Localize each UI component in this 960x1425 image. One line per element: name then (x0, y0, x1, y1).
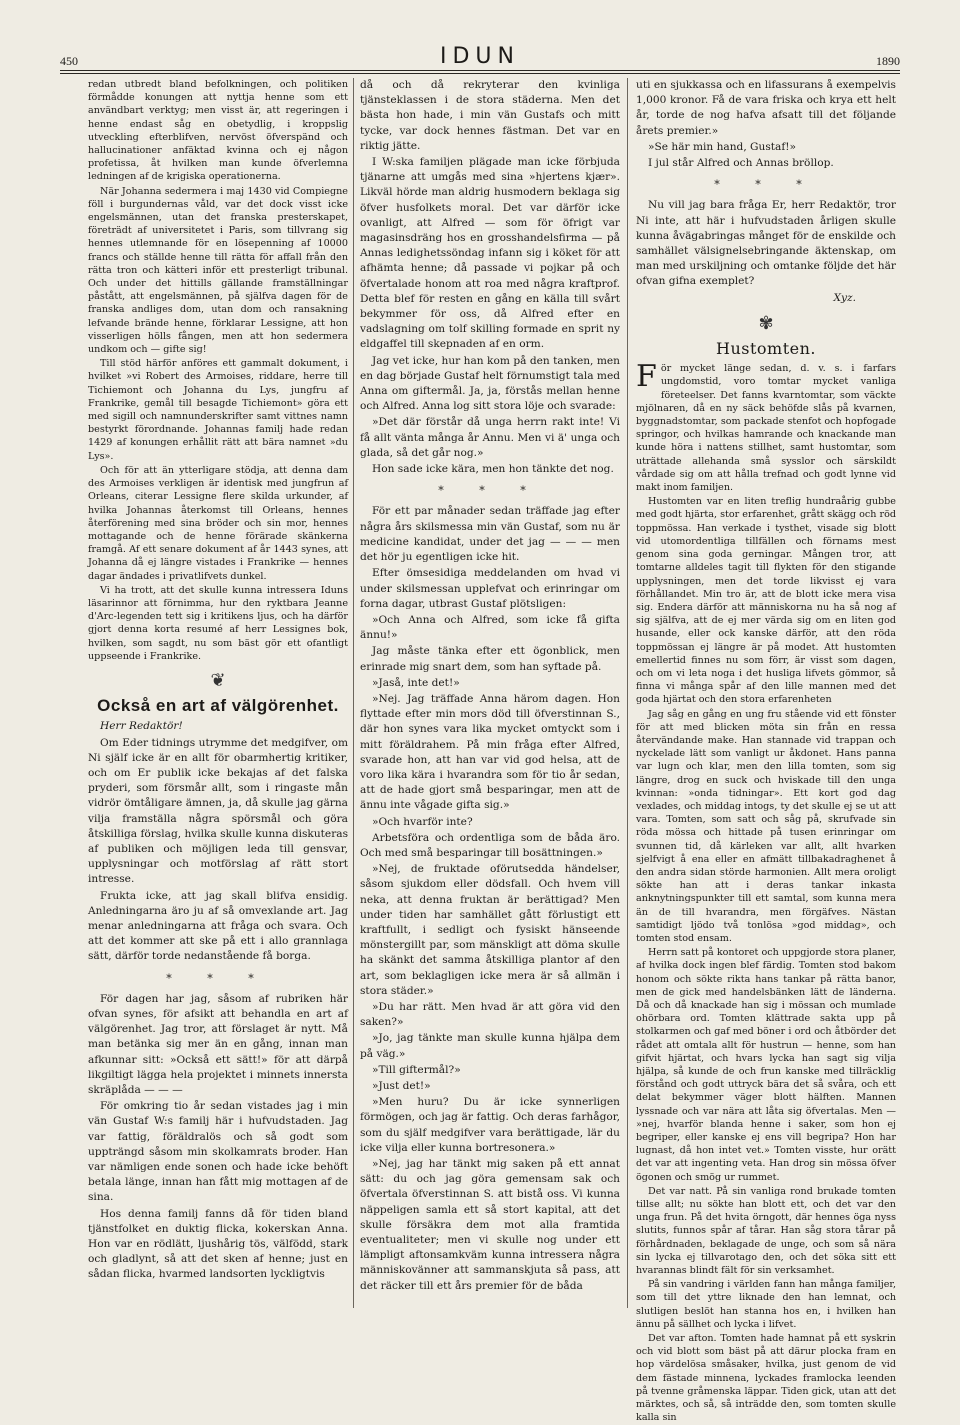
paragraph: »Och hvarför inte? (372, 815, 473, 828)
drop-cap: F (636, 359, 657, 395)
paragraph: »Just det!» (372, 1080, 431, 1092)
column-divider-1 (353, 78, 354, 1308)
paragraph: För dagen har jag, såsom af rubriken här ofvan synes, för afsikt att behandla en art af välgörenhet. Jag tror, att förslaget är nytt. Må man betänka sig mer än en gång, innan man afkunnar sitt: »Också ett sätt!» för att därpå likgiltigt lägga hela projektet i minnets innersta skräplåda — — — (88, 992, 348, 1097)
article-title: Hustomten. (716, 339, 816, 359)
paragraph: För omkring tio år sedan vistades jag i min vän Gustaf W:s familj här i hufvudstaden. Jag var fattig, föräldralös och så godt som uppträngd såsom min skolkamrats broder. Han var nämligen ende sonen och hade icke behöft betala länge, innan han fått mig mottagen af de sina. (88, 1100, 348, 1204)
paragraph: »Se här min hand, Gustaf!» (648, 140, 797, 153)
paragraph: »Jo, jag tänkte man skulle kunna hjälpa dem på väg.» (360, 1032, 620, 1060)
page-header (60, 40, 900, 74)
paragraph: »Du har rätt. Men hvad är att göra vid den saken?» (360, 1000, 620, 1029)
paragraph: I jul står Alfred och Annas bröllop. (648, 157, 834, 170)
header-rule-top (60, 70, 900, 71)
salutation: Herr Redaktör! (100, 720, 183, 733)
paragraph: Hustomten var en liten treflig hundraårig gubbe med godt hjärta, stor erfarenhet, grått skägg och röd toppmössa. Han verkade i tysthet, visade sig blott vid utomordentliga tillfällen och förnams mest genom sina goda gerningar. Mången tror, att tomtarne alldeles tagit till flykten för den stigande upplysningen, men det torde likvisst ej vara förhållandet. Min tro är, att de blott icke mera visa sig. Endera därför att människorna nu ha så nog af sig själfva, att de ej mer värda sig om en liten god husande, eller ock kanske därför, att den röda toppmössan ej längre är på modet. Att hustomten emellertid finnes nu som förr, är visst som dagen, och om vi leta noga i det husliga lifvets gömmor, så finna vi många spår af den lille mannen med det goda hjärtat och den stora erfarenheten (636, 496, 896, 706)
paragraph: Hos denna familj fanns då för tiden bland tjänstfolket en duktig flicka, kokerskan Anna. Hon var en rödlätt, ljushårig tös, välfödd, stark och gladlynt, så att det sken af henne; just en sådan flicka, hvarmed landsorten lyckligtvis (88, 1207, 348, 1281)
section-stars: * * * (438, 484, 542, 498)
paragraph-text: ör mycket länge sedan, d. v. s. i farfars ungdomstid, voro tomtar mycket vanliga företeelser. Det fanns kvarntomtar, som väckte mjölnaren, då en ny säck behöfde slås på kvarnen, byggnadstomtar, som packade stenfot och hopfogade springor, och hvilkas hamrande och knackande man kunde höra i nattens stillhet, samt hustomtar, som uträttade allehanda små sysslor och särskildt vårdade sig om att hålla trefnad och godt lynne vid makt inom familjen. (636, 363, 896, 494)
ornament-icon: ❦ (210, 669, 226, 691)
paragraph: »Det där förstår då unga herrn rakt inte! Vi få allt vänta många år Annu. Men vi ä' unga och glada, så det går nog.» (360, 416, 620, 459)
paragraph: Om Eder tidnings utrymme det medgifver, om Ni själf icke är en allt för obarmhertig kritiker, och om Er publik icke bekajas af det falska pryderi, som försmår allt, som i ringaste mån vidrör ömtåligare ämnen, ja, då skulle jag gärna vilja framställa några spörsmål och göra åtskilliga förslag, hvilka skulle kunna diskuteras af publiken och möjligen leda till gensvar, upplysningar och motförslag af rätt stort intresse. (88, 736, 349, 886)
paragraph: I W:ska familjen plägade man icke förbjuda tjänarne att umgås med sina »hjertens kjær». Likväl hörde man aldrig husmodern beklaga sig öfver husfolkets moral. Det var därför icke ovanligt, att Alfred — som för öfrigt var magasinsdräng hos en grosshandelsfirma — på Annas ledighetssöndag infann sig i köket för att afhämta henne; då passade vi pojkar på och öfvertalade honom att roa med några kraftprof. Detta blef för resten en gång en källa till svårt bekymmer för oss, då Alfred efter en vadslagning om tolf skilling formade en sprit ny eldgaffel till skepnaden af en orm. (360, 156, 620, 351)
paragraph: Hon sade icke kära, men hon tänkte det nog. (372, 463, 614, 476)
paragraph: redan utbredt bland befolkningen, och politiken förmådde konungen att nyttja henne som ett användbart verktyg; men visst är, att regeringen i henne endast såg en obetydlig, i kroppslig utveckling efterblifven, nervöst öfverspänd och hallucinationer anfäktad kvinna och ej någon profetissa, åt hvilken man kunde öfverlemna ledningen af de krigiska operationerna. (88, 79, 348, 183)
paragraph: Jag vet icke, hur han kom på den tanken, men en dag började Gustaf helt förnumstigt tala med Anna om giftermål. Ja, ja, förstås mellan henne och Alfred. Anna log sitt stora löje och svarade: (360, 354, 620, 413)
paragraph: Efter ömsesidiga meddelanden om hvad vi under skilsmessan upplefvat och erinringar om forna dagar, utbrast Gustaf plötsligen: (360, 567, 620, 610)
paragraph: Det var natt. På sin vanliga rond brukade tomten tillse allt; nu sökte han blott ett, och det var den unga frun. På det hvita örngott, där hennes öga nyss slutits, funnos spår af tårar. Han såg stora tårar på förhårdnaden, beklagade de unge, och som så nära sin lycka ej tillvarotago den, och det söka sitt ett hvarannas blindt fält för sin verksamhet. (636, 1185, 896, 1277)
signature: Xyz. (833, 291, 856, 304)
column-3 (636, 78, 896, 1424)
paragraph: »Jaså, inte det!» (372, 676, 460, 689)
paragraph: »Till giftermål?» (372, 1063, 461, 1076)
paragraph: »Men huru? Du är icke synnerligen förmögen, och jag är fattig. Och deras farhågor, som du själf medgifver vara berättigade, lär du icke vilja eller kunna bortresonera.» (360, 1096, 620, 1154)
paragraph: uti en sjukkassa och en lifassurans å exempelvis 1,000 kronor. Få de vara friska och krya ett helt år, torde de nog hafva afsatt till det följande årets premier.» (636, 79, 896, 137)
column-divider-2 (627, 78, 628, 1308)
paragraph: Till stöd härför anföres ett gammalt dokument, i hvilket »vi Robert des Armoises, riddare, herre till Tichiemont och Johanna du Lys, jungfru af Frankrike, gemål till besagde Tichiemont» göra ett med sigill och namnunderskrifter samt vittnes namn bestyrkt förordnande. Johannas familj hade redan 1429 af konungen erhållit rätt att bära namnet »du Lys». (88, 358, 348, 462)
paragraph: »Nej, de fruktade oförutsedda händelser, såsom sjukdom eller dödsfall. Och hvem vill neka, att denna fruktan är berättigad? Men under tiden har samhället gått förlustigt ett kraftfullt, i sedligt och fysiskt hänseende mönstergillt par, som mänskligt att döma skulle ha skänkt det samma åtskilliga plantor af den art, som beklagligen icke mera är så allmän i stora städer.» (360, 863, 620, 997)
paragraph: »Och Anna och Alfred, som icke få gifta ännu!» (360, 613, 620, 642)
column-1 (88, 78, 348, 1310)
paragraph: När Johanna sedermera i maj 1430 vid Compiegne föll i burgundernas våld, var det dock visst icke engelsmännen, utan det franska presterskapet, företrädt af universitetet i Paris, som tillvrang sig hennes utlemnande för en lösepenning af 10000 francs och ställde henne till rätta för affall från den rätta tron och kätteri inför ett presterligt tribunal. Och under det hittills gällande framställningar påstått, att engelsmännen, på själfva dagen för de franska andliges dom, utan dom och ransakning lefvande brände henne, förklarar Lessigne, att hon visserligen hölls fången, men att hon sedermera undkom och — gifte sig! (88, 185, 348, 356)
paragraph: På sin vandring i världen fann han många familjer, som till det yttre liknade den han lemnat, och slutligen beslöt han stanna hos en, i hvilken han ännu på sällhet och lycka i lifvet. (636, 1279, 896, 1330)
paragraph-first (636, 359, 896, 494)
section-stars: * * * (166, 971, 270, 985)
ornament-icon: ✾ (758, 312, 774, 334)
page-year: 1890 (876, 54, 900, 68)
paragraph: Jag såg en gång en ung fru stående vid ett fönster för att med blicken möta sin från en ressa återvändande make. Han stannade vid trappan och nyckelade lätt som vanligt ur åkdonet. Hans panna var lugn och klar, men den lilla tomten, som sig längre, drog en suck och hviskade till den unga kvinnan: »onda tidningar». Ett kort god dag vexlades, och middag intogs, ty det skulle ej se ut att vara. Tomten, som satt och såg på, skrufvade sin röda mössa och hittade på tusen erinringar om svunnen tid, då kärleken var allt, allt hvarken sjelfvigt å ena eller en afmätt tillbakadraghenet å den andra sidan störde harmonien. Allt mera oroligt sökte han att i deras tankar inkasta anknytningspunkter till ett samtal, som kunna mera än de till hvarandra, men förgäfves. Nästan samtidigt ljödo två tonlösa »god middag», och tomten stod ensam. (636, 708, 896, 944)
header-rule-bottom (60, 73, 900, 74)
paragraph: »Nej, jag har tänkt mig saken på ett annat sätt: du och jag göra gemensam sak och öfvertala öfverstinnan S. att bistå oss. Vi kunna näppeligen samla ett så stort kapital, att det skulle försäkra dem mot alla framtida eventualiteter; men vi skulle nog under ett lämpligt aftonsamkväm kunna intressera några människovänner att sammanskjuta så pass, att det räcker till ett års premier för de båda (360, 1158, 620, 1292)
article-title: Också en art af välgörenhet. (97, 696, 339, 716)
paragraph: Frukta icke, att jag skall blifva ensidig. Anledningarna äro ju af så omvexlande art. Jag menar anledningarna att fråga och svara. Och att det kommer att ske på ett i allo grannlaga sätt, därför torde nedanstående få borga. (88, 889, 348, 963)
paragraph: Jag måste tänka efter ett ögonblick, men erinrade mig snart dem, som han syftade på. (360, 645, 620, 673)
section-stars: * * * (714, 178, 818, 192)
paragraph: Det var afton. Tomten hade hamnat på ett syskrin och vid blott som bäst på att därur plocka fram en hop värdelösa småsaker, hvilka, just genom de vid dem fästade minnena, lyckades framlocka leenden på tvenne gråmenska läppar. Tiden gick, utan att det märktes, och så, så inträdde den, som tomten skulle kalla sin (636, 1333, 896, 1424)
paragraph: »Nej. Jag träffade Anna härom dagen. Hon flyttade efter min mors död till öfverstinnan S., där hon synes vara lika mycket omtyckt som i mitt föräldrahem. På min fråga efter Alfred, svarade hon, att han var vid god helsa, att de voro lika kära i hvarandra som för tio år sedan, att de hade gjort små besparingar, men att de ännu inte vågade gifta sig.» (360, 692, 620, 812)
paragraph: då och då rekryterar den kvinliga tjänsteklassen i de stora städerna. Men det bästa hon hade, i min vän Gustafs och mitt tycke, var dock hennes fästman. Det var en riktig jätte. (360, 79, 620, 152)
page-number: 450 (60, 54, 78, 68)
paragraph: Och för att än ytterligare stödja, att denna dam des Armoises verkligen är identisk med jungfrun af Orleans, citerar Lessigne flere skilda urkunder, af hvilka Johannas återkomst till Orleans, hennes återförening med sina bröder och sin mor, hennes mottagande och de henne förärade skänkerna framgå. Af ett senare dokument af år 1443 synes, att Johanna då ej längre vistades i Frankrike — hennes dagar ändades i privatlifvets dunkel. (88, 464, 348, 582)
paragraph: Vi ha trott, att det skulle kunna intressera Iduns läsarinnor att förnimma, hur den ryktbara Jeanne d'Arc-legenden tett sig i kritikens ljus, och ha därför gjort denna korta resumé af herr Lessignes bok, hvilken, som sagdt, nu som bäst gör ett ofantligt uppseende i Frankrike. (88, 584, 348, 662)
masthead-title: IDUN (440, 44, 520, 69)
paragraph: Nu vill jag bara fråga Er, herr Redaktör, tror Ni inte, att här i hufvudstaden årligen skulle kunna åvägabringas månget för de enskilde och samhället välsignelsebringande äktenskap, om man med urskiljning och omtanke följde det här ofvan gifna exemplet? (636, 199, 896, 288)
column-2 (360, 78, 620, 1310)
paragraph: För ett par månader sedan träffade jag efter några års skilsmessa min vän Gustaf, som nu är medicine kandidat, under det jag — — — men det hör ju egentligen icke hit. (360, 505, 620, 564)
paragraph: Arbetsföra och ordentliga som de båda äro. Och med små besparingar till bosättningen.» (360, 831, 620, 859)
paragraph: Herrn satt på kontoret och uppgjorde stora planer, af hvilka dock ingen blef färdig. Tomten stod bakom honom och sökte rikta hans tankar på rätta banor, men de gick med handelsbänken lätt de länderna. Då och då knackade han sig i mössan och mumlade ohörbara ord. Tomten klättrade sakta upp på stolkarmen och gaf med böner i ord och åtbörder det rådet att omtala allt för hustrun — henne, som han gifvit hjärtat, och hvars lycka han sagt sig vilja hjälpa, så kunde de och frun kanske med tillräcklig förstånd och godt uttryck bära det så svåra, och ett delat bekymmer väger blott hälften. Mannen lyssnade och var nära att låta sig öfvertalas. Men — »nej, hvarför blanda henne i saker, som hon ej begriper, eller kanske ej ens vill begripa? Hon har lugnast, då hon intet vet.» Tomten visste, hur orätt det var att ingenting veta. Han drog sin mössa öfver ögonen och smög ur rummet. (636, 947, 896, 1183)
